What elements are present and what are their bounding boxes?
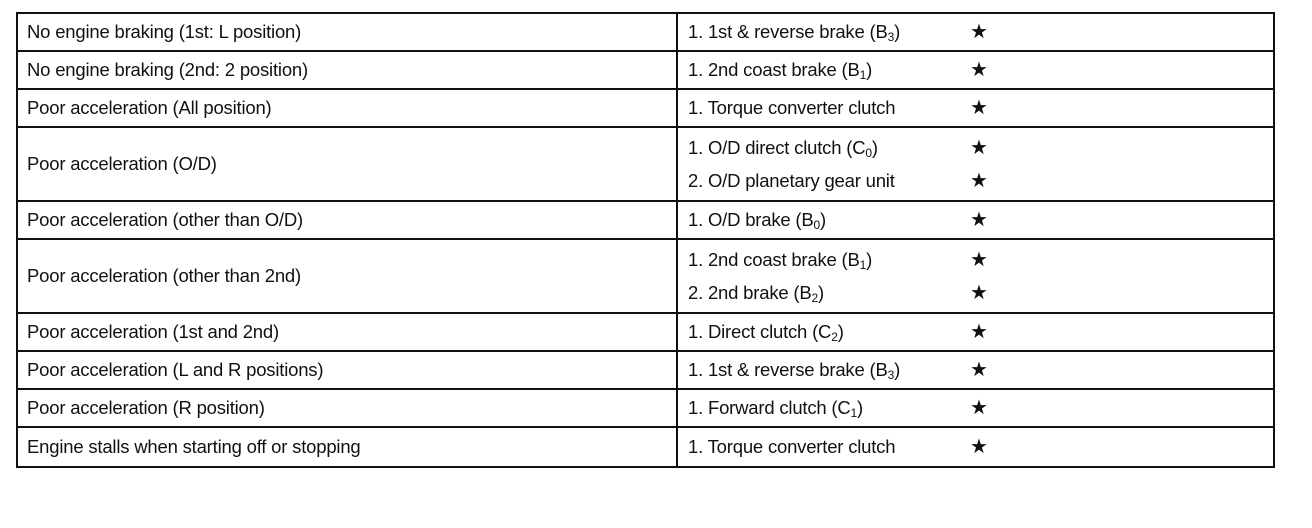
cause-cell: [678, 14, 1273, 50]
star-icon: ★: [970, 59, 988, 81]
cause-text: 1. 2nd coast brake (B: [688, 248, 860, 270]
cause-item: [688, 316, 1273, 349]
cause-subscript: 2: [811, 290, 818, 305]
cause-text: 1. Forward clutch (C: [688, 397, 851, 418]
star-icon: ★: [970, 248, 988, 271]
table-row: [18, 52, 1273, 90]
symptom-cell: No engine braking (2nd: 2 position): [18, 52, 678, 88]
cause-text-end: ): [866, 248, 873, 270]
cause-text: 1. Torque converter clutch: [688, 97, 896, 118]
cause-text: 2. O/D planetary gear unit: [688, 169, 895, 191]
cause-item: [688, 164, 1273, 197]
cause-subscript: 1: [859, 257, 867, 272]
cause-text: 1. O/D direct clutch (C: [688, 136, 866, 158]
cause-subscript: 3: [887, 368, 895, 382]
cause-text: 1. Torque converter clutch: [688, 436, 896, 457]
cause-subscript: 2: [831, 330, 838, 344]
cause-subscript: 3: [887, 30, 895, 44]
cause-subscript: 0: [865, 145, 872, 160]
symptom-cell: Poor acceleration (other than 2nd): [18, 240, 678, 312]
cause-text-end: ): [817, 281, 824, 303]
cause-item: [688, 392, 1273, 425]
star-icon: ★: [970, 397, 988, 419]
cause-cell: [678, 90, 1273, 126]
cause-cell: [678, 52, 1273, 88]
table-row: [18, 240, 1273, 314]
cause-item: [688, 131, 1273, 164]
cause-text-end: ): [820, 209, 826, 230]
table-row: [18, 14, 1273, 52]
cause-text-end: ): [894, 21, 901, 42]
symptom-cell: Poor acceleration (other than O/D): [18, 202, 678, 238]
symptom-cell: Poor acceleration (All position): [18, 90, 678, 126]
star-icon: ★: [970, 209, 988, 231]
symptom-cell: Poor acceleration (1st and 2nd): [18, 314, 678, 350]
cause-cell: [678, 428, 1273, 466]
cause-text: 1. 2nd coast brake (B: [688, 59, 860, 80]
cause-cell: [678, 352, 1273, 388]
cause-cell: [678, 202, 1273, 238]
star-icon: ★: [970, 21, 988, 43]
star-icon: ★: [970, 136, 988, 159]
cause-text-end: ): [871, 136, 878, 158]
star-icon: ★: [970, 169, 988, 192]
cause-cell: [678, 314, 1273, 350]
cause-cell: [678, 240, 1273, 312]
cause-text: 1. O/D brake (B: [688, 209, 814, 230]
symptom-cell: Poor acceleration (L and R positions): [18, 352, 678, 388]
cause-item: [688, 354, 1273, 387]
star-icon: ★: [970, 97, 988, 119]
cause-text-end: ): [837, 321, 844, 342]
star-icon: ★: [970, 359, 988, 381]
star-icon: ★: [970, 281, 988, 304]
table-row: [18, 202, 1273, 240]
table-row: [18, 90, 1273, 128]
cause-subscript: 1: [850, 406, 858, 420]
cause-cell: [678, 390, 1273, 426]
cause-item: [688, 54, 1273, 87]
symptom-cell: No engine braking (1st: L position): [18, 14, 678, 50]
table-row: [18, 352, 1273, 390]
table-row: [18, 390, 1273, 428]
star-icon: ★: [970, 436, 988, 458]
cause-item: [688, 243, 1273, 276]
cause-text: 1. 1st & reverse brake (B: [688, 21, 888, 42]
symptom-cell: Poor acceleration (O/D): [18, 128, 678, 200]
cause-text: 1. 1st & reverse brake (B: [688, 359, 888, 380]
star-icon: ★: [970, 321, 988, 343]
symptom-cell: Poor acceleration (R position): [18, 390, 678, 426]
cause-text: 2. 2nd brake (B: [688, 281, 812, 303]
cause-item: [688, 16, 1273, 49]
cause-text: 1. Direct clutch (C: [688, 321, 832, 342]
table-row: [18, 128, 1273, 202]
troubleshooting-table: [16, 12, 1275, 468]
cause-text-end: ): [866, 59, 873, 80]
cause-item: [688, 431, 1273, 464]
cause-subscript: 0: [813, 218, 820, 232]
cause-subscript: 1: [859, 68, 867, 82]
cause-cell: [678, 128, 1273, 200]
table-row: [18, 314, 1273, 352]
cause-text-end: ): [857, 397, 863, 418]
symptom-cell: Engine stalls when starting off or stopping: [18, 428, 678, 466]
cause-text-end: ): [894, 359, 901, 380]
cause-item: [688, 204, 1273, 237]
table-row: [18, 428, 1273, 466]
cause-item: [688, 276, 1273, 309]
cause-item: [688, 92, 1273, 125]
